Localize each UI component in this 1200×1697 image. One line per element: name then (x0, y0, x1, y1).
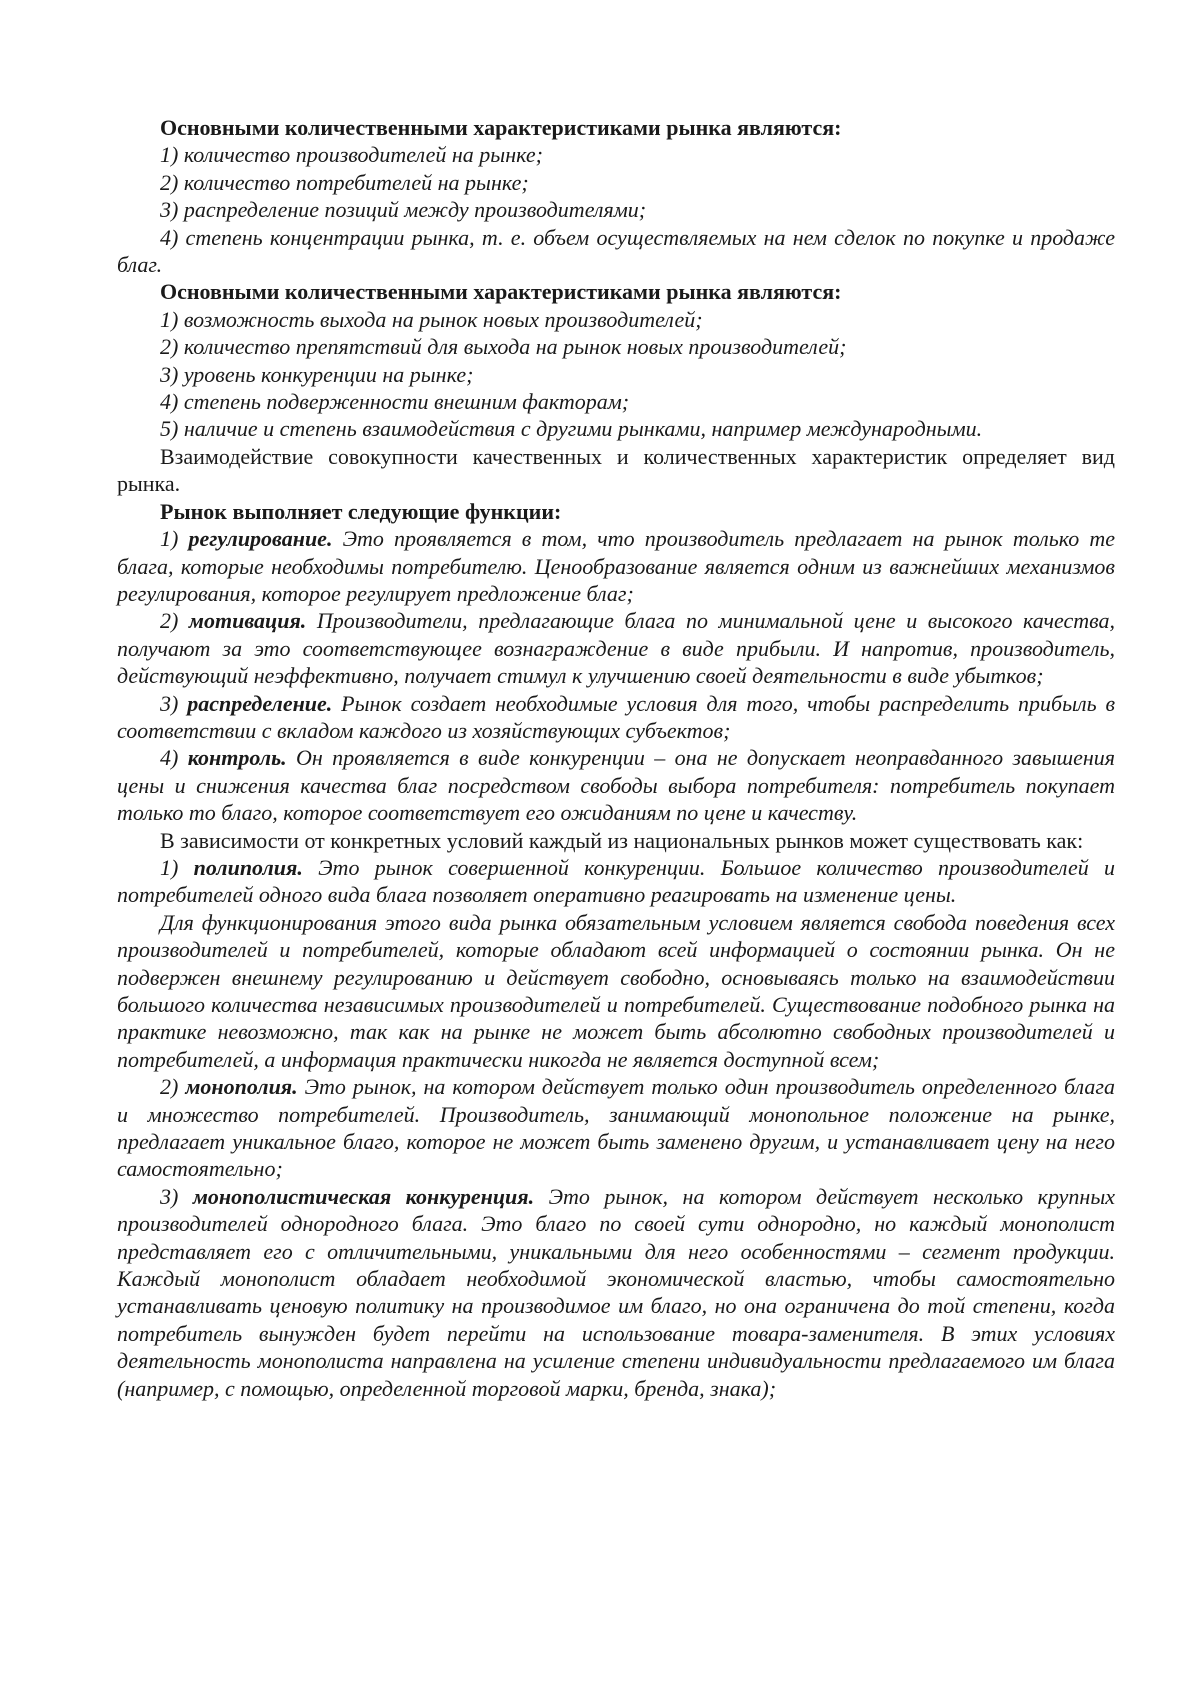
list-item: 2) количество потребителей на рынке; (160, 169, 529, 195)
item-term: мотивация. (188, 608, 307, 634)
item-text: Это проявляется в том, что производитель предлагает на рынок только те блага, которые необходимы потребителю. Ценообразование является одним из важнейших механизмов регулирования, которое регулирует предложение благ; (117, 526, 1115, 606)
list-item: 4) степень подверженности внешним факторам; (160, 389, 630, 415)
item-text: Рынок создает необходимые условия для того, чтобы распределить прибыль в соответствии с вкладом каждого из хозяйствующих субъектов; (117, 690, 1115, 743)
list-item: 5) наличие и степень взаимодействия с другими рынками, например международными. (160, 416, 983, 442)
list-item: 3) уровень конкуренции на рынке; (160, 361, 474, 387)
item-text: Это рынок, на котором действует несколько крупных производителей однородного блага. Это благо по своей сути однородно, но каждый монополист представляет его с отличительными, уникальными для него особенностями – сегмент продукции. Каждый монополист обладает необходимой экономической властью, чтобы самостоятельно устанавливать ценовую политику на производимое им благо, но она ограничена до той степени, когда потребитель вынужден будет перейти на использование товара-заменителя. В этих условиях деятельность монополиста направлена на усиление степени индивидуальности предлагаемого им блага (например, с помощью, определенной торговой марки, бренда, знака); (117, 1183, 1115, 1401)
item-number: 3) (160, 690, 188, 716)
list-item: 2) количество препятствий для выхода на рынок новых производителей; (160, 334, 847, 360)
item-term: регулирование. (188, 526, 333, 552)
item-number: 3) (160, 1183, 193, 1209)
list-item: 3) распределение позиций между производителями; (160, 197, 647, 223)
item-text: Он проявляется в виде конкуренции – она не допускает неоправданного завышения цены и снижения качества благ посредством свободы выбора потребителя: потребитель покупает только то благо, которое соответствует его ожиданиям по цене и качеству. (117, 745, 1116, 826)
section-heading: Рынок выполняет следующие функции: (160, 498, 562, 524)
section-heading: Основными количественными характеристиками рынка являются: (160, 115, 842, 140)
item-text: Это рынок совершенной конкуренции. Большое количество производителей и потребителей одного вида блага позволяет оперативно реагировать на изменение цены. (117, 854, 1116, 908)
item-term: полиполия. (193, 854, 303, 880)
list-item: 1) количество производителей на рынке; (160, 142, 543, 168)
body-paragraph: В зависимости от конкретных условий каждый из национальных рынков может существовать как: (160, 827, 1084, 853)
function-item-control (117, 744, 1115, 826)
item-term: монополия. (185, 1074, 298, 1100)
item-number: 1) (160, 854, 194, 880)
market-type-monopolistic-competition (117, 1183, 1115, 1402)
item-number: 4) (160, 745, 188, 771)
item-text: Это рынок, на котором действует только один производитель определенного блага и множество потребителей. Производитель, занимающий монопольное положение на рынке, предлагает уникальное благо, которое не может быть заменено другим, и устанавливает цену на него самостоятельно; (117, 1074, 1115, 1182)
list-item: 4) степень концентрации рынка, т. е. объем осуществляемых на нем сделок по покупке и продаже благ. (117, 224, 1115, 278)
body-paragraph: Взаимодействие совокупности качественных и количественных характеристик определяет вид рынка. (117, 443, 1115, 497)
market-type-monopoly (117, 1073, 1115, 1183)
function-item-distribution (117, 690, 1115, 745)
document-page (117, 114, 1115, 1402)
item-term: монополистическая конкуренция. (192, 1183, 535, 1209)
list-item: 1) возможность выхода на рынок новых производителей; (160, 306, 703, 332)
item-text: Производители, предлагающие блага по минимальной цене и высокого качества, получают за это соответствующее вознаграждение в виде прибыли. И напротив, производитель, действующий неэффективно, получает стимул к улучшению своей деятельности в виде убытков; (117, 608, 1115, 689)
item-number: 2) (160, 608, 189, 634)
section-heading: Основными количественными характеристиками рынка являются: (160, 279, 842, 305)
item-number: 2) (160, 1074, 186, 1100)
item-term: распределение. (187, 690, 333, 716)
function-item-regulation (117, 525, 1115, 607)
market-type-polypoly (117, 854, 1115, 909)
item-number: 1) (160, 526, 189, 552)
body-paragraph-italic: Для функционирования этого вида рынка обязательным условием является свобода поведения всех производителей и потребителей, которые обладают всей информацией о состоянии рынка. Он не подвержен внешнему регулированию и действует свободно, основываясь только на взаимодействии большого количества независимых производителей и потребителей. Существование подобного рынка на практике невозможно, так как на рынке не может быть абсолютно свободных производителей и потребителей, а информация практически никогда не является доступной всем; (117, 909, 1115, 1072)
function-item-motivation (117, 607, 1115, 689)
item-term: контроль. (187, 745, 287, 771)
